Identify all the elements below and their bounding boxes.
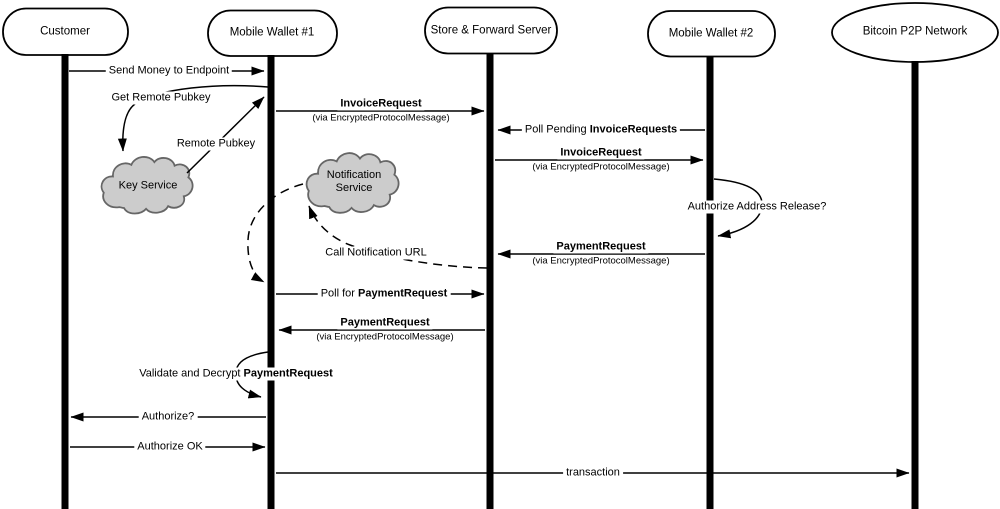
label-payment-request-to-server: PaymentRequest (553, 241, 648, 254)
label-poll-for-payment-request-prefix: Poll for (320, 287, 359, 300)
label-validate-decrypt-prefix: Validate and Decrypt (139, 367, 244, 380)
label-poll-pending-bold: InvoiceRequests (589, 123, 678, 136)
label-authorize-question: Authorize? (139, 411, 198, 424)
label-invoice-request-1: InvoiceRequest (337, 98, 424, 111)
key-service-label: Key Service (118, 179, 178, 192)
label-call-notification-url: Call Notification URL (322, 247, 429, 260)
actor-mobile-wallet-2-label: Mobile Wallet #2 (668, 27, 754, 40)
lifeline-mobile-wallet-2 (707, 56, 714, 509)
label-payment-request-to-server-note: (via EncryptedProtocolMessage) (529, 256, 672, 267)
actor-store-forward-server-label: Store & Forward Server (430, 24, 552, 37)
lifeline-store-forward-server (487, 53, 494, 509)
actor-bitcoin-p2p-network-label: Bitcoin P2P Network (862, 25, 968, 38)
label-send-money: Send Money to Endpoint (106, 65, 232, 78)
actor-customer-label: Customer (40, 25, 90, 38)
label-invoice-request-2-note: (via EncryptedProtocolMessage) (529, 162, 672, 173)
label-poll-for-payment-request-bold: PaymentRequest (358, 287, 448, 300)
label-validate-decrypt-bold: PaymentRequest (243, 367, 333, 380)
lifeline-bitcoin-p2p-network (912, 61, 919, 509)
arrow-notify-wallet1 (248, 184, 303, 282)
lifeline-mobile-wallet-1 (268, 55, 275, 509)
label-get-remote-pubkey: Get Remote Pubkey (108, 92, 213, 105)
lifeline-customer (62, 54, 69, 509)
notification-service-label: Notification Service (326, 169, 382, 194)
label-authorize-address-release: Authorize Address Release? (685, 201, 830, 214)
label-validate-decrypt (136, 368, 336, 381)
label-payment-request-to-wallet1-note: (via EncryptedProtocolMessage) (313, 332, 456, 343)
label-poll-pending-prefix: Poll Pending (524, 123, 590, 136)
arrow-remote-pubkey (187, 97, 264, 173)
label-poll-pending (522, 124, 680, 137)
label-transaction: transaction (563, 467, 623, 480)
label-invoice-request-2: InvoiceRequest (557, 147, 644, 160)
label-poll-for-payment-request (318, 288, 451, 301)
label-payment-request-to-wallet1: PaymentRequest (337, 317, 432, 330)
label-remote-pubkey: Remote Pubkey (174, 138, 258, 151)
label-authorize-ok: Authorize OK (134, 441, 205, 454)
actor-mobile-wallet-1-label: Mobile Wallet #1 (229, 26, 315, 39)
label-invoice-request-1-note: (via EncryptedProtocolMessage) (309, 113, 452, 124)
